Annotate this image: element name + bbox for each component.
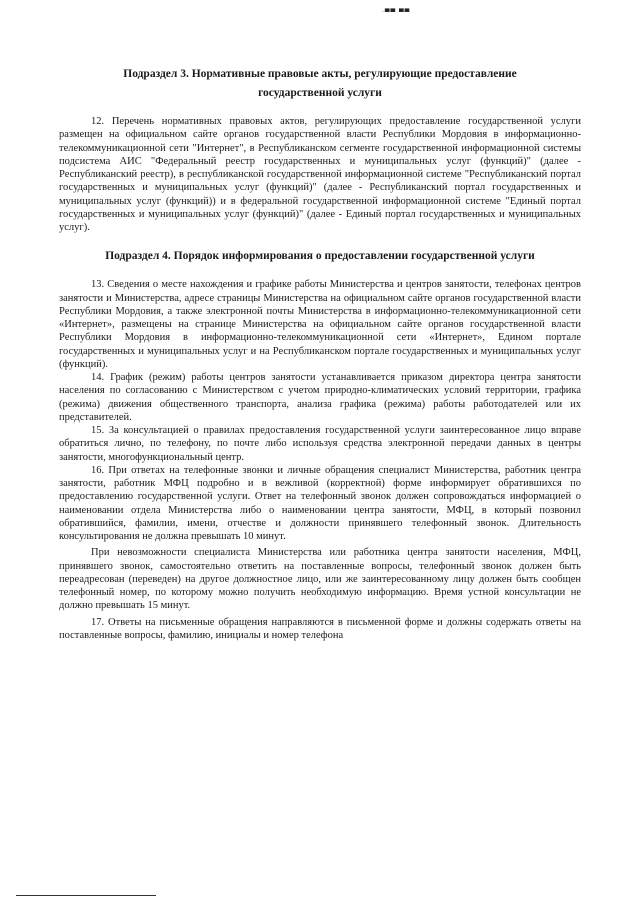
document-body <box>59 65 581 642</box>
section-3-heading <box>59 65 581 103</box>
paragraph-16: 16. При ответах на телефонные звонки и личные обращения специалист Министерства, работник центра занятости, работник МФЦ подробно и в вежливой (корректной) форме информирует обратившихся по предоставлению государственной услуги. Ответ на телефонный звонок должен сопровождаться информацией о наименовании отдела Министерства либо о наименовании центра занятости, МФЦ, в который позвонил обратившийся, фамилии, имени, отчестве и должности принявшего телефонный звонок. Длительность консультирования не должна превышать 10 минут. <box>59 464 581 542</box>
paragraph-17: 17. Ответы на письменные обращения направляются в письменной форме и должны содержать ответы на поставленные вопросы, фамилию, инициалы и номер телефона <box>59 616 581 641</box>
footnote-divider <box>16 895 156 896</box>
section-4-heading: Подраздел 4. Порядок информирования о предоставлении государственной услуги <box>105 250 535 263</box>
paragraph-12: 12. Перечень нормативных правовых актов, регулирующих предоставление государственной услуги размещен на официальном сайте органов государственной власти Республики Мордовия в информационно-телекоммуникационной сети "Интернет", в Республиканском сегменте государственной информационной системы подсистема АИС "Федеральный реестр государственных и муниципальных услуг (функций)" (далее - Республиканский реестр), в республиканской государственной информационной системе "Республиканский портал государственных и муниципальных услуг (функций)" (далее - Республиканский портал государственных и муниципальных услуг (функций)) и в федеральной государственной информационной системе "Единый портал государственных и муниципальных услуг (функций)" (далее - Единый портал государственных и муниципальных услуг). <box>59 116 581 233</box>
paragraph-15: 15. За консультацией о правилах предоставления государственной услуги заинтересованное лицо вправе обратиться лично, по телефону, по почте либо используя средства электронной передачи данных в центры занятости, многофункциональный центр. <box>59 425 581 463</box>
paragraph-14: 14. График (режим) работы центров занятости устанавливается приказом директора центра занятости населения по согласованию с Министерством с учетом природно-климатических условий территории, графика (режима) движения общественного транспорта, анализа графика (режима) работы работодателей или их представителей. <box>59 372 581 423</box>
paragraph-13: 13. Сведения о месте нахождения и графике работы Министерства и центров занятости, телефонах центров занятости и Министерства, адресе страницы Министерства на официальном сайте органов государственной власти Республики Мордовия, а также электронной почты Министерства в информационно-телекоммуникационной сети «Интернет», размещены на странице Министерства на официальном сайте органов государственной власти Республики Мордовия в информационно-телекоммуникационной сети «Интернет», Едином портале государственных и муниципальных услуг и на Республиканском портале государственных и муниципальных услуг (функций). <box>59 279 581 370</box>
section-3-heading-line2: государственной услуги <box>258 87 382 99</box>
scan-mark: ·▀▀ ▀▀ <box>382 9 411 16</box>
section-3-heading-line1: Подраздел 3. Нормативные правовые акты, регулирующие предоставление <box>123 68 517 80</box>
paragraph-16-continued: При невозможности специалиста Министерства или работника центра занятости населения, МФЦ, принявшего звонок, самостоятельно ответить на поставленные вопросы, телефонный звонок должен быть переадресован (переведен) на другое должностное лицо, или же заинтересованному лицу должен быть сообщен телефонный номер, по которому можно получить необходимую информацию. Время устной консультации не должно превышать 15 минут. <box>59 547 581 612</box>
